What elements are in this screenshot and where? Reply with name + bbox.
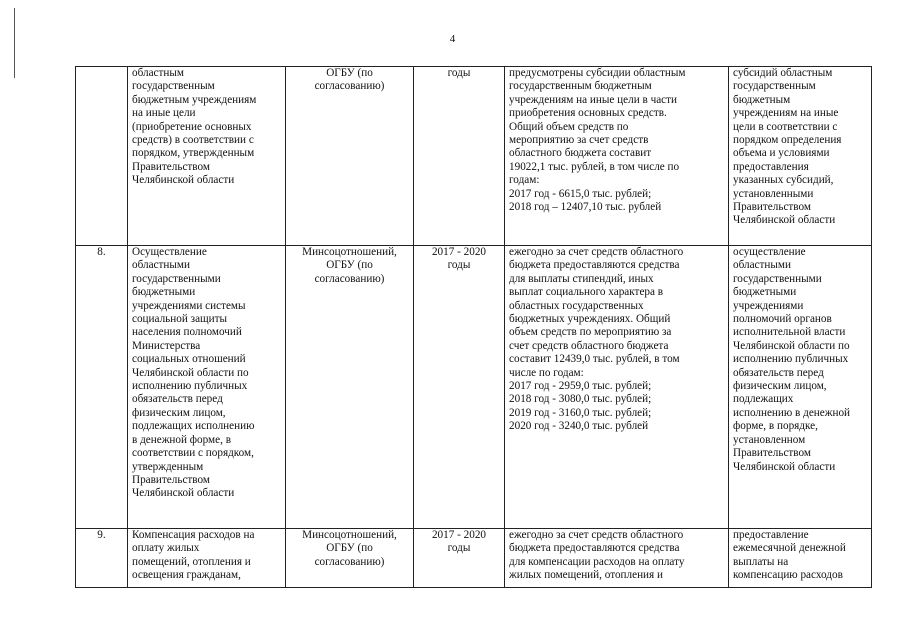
financing-cell: предусмотрены субсидии областным государственным бюджетным учреждениям на иные цели в части приобретения основных средств. Общий объем средств по мероприятию за счет средств областного бюджета составит 19022,1 тыс. рублей, в том числе по годам: 2017 год - 6615,0 тыс. рублей; 2018 год – 12407,10 тыс. рублей	[505, 67, 729, 246]
row-number-cell: 9.	[76, 529, 128, 588]
executor-cell: Минсоцотношений, ОГБУ (по согласованию)	[286, 246, 414, 529]
result-cell: предоставление ежемесячной денежной выплаты на компенсацию расходов	[729, 529, 872, 588]
page-number: 4	[449, 33, 456, 45]
measure-cell: Осуществление областными государственными бюджетными учреждениями системы социальной защиты населения полномочий Министерства социальных отношений Челябинской области по исполнению публичных обязательств перед физическим лицом, подлежащих исполнению в денежной форме, в соответствии с порядком, утвержденным Правительством Челябинской области	[128, 246, 286, 529]
executor-cell: ОГБУ (по согласованию)	[286, 67, 414, 246]
measure-cell: Компенсация расходов на оплату жилых помещений, отопления и освещения гражданам,	[128, 529, 286, 588]
table-row	[76, 246, 872, 529]
period-cell: годы	[414, 67, 505, 246]
financing-cell: ежегодно за счет средств областного бюджета предоставляются средства для компенсации расходов на оплату жилых помещений, отопления и	[505, 529, 729, 588]
period-cell: 2017 - 2020 годы	[414, 529, 505, 588]
result-cell: субсидий областным государственным бюджетным учреждениям на иные цели в соответствии с порядком определения объема и условиями предоставления указанных субсидий, установленными Правительством Челябинской области	[729, 67, 872, 246]
period-cell: 2017 - 2020 годы	[414, 246, 505, 529]
row-number-cell: 8.	[76, 246, 128, 529]
table-row	[76, 529, 872, 588]
table-row	[76, 67, 872, 246]
measure-cell: областным государственным бюджетным учреждениям на иные цели (приобретение основных средств) в соответствии с порядком, утвержденным Правительством Челябинской области	[128, 67, 286, 246]
row-number-cell	[76, 67, 128, 246]
executor-cell: Минсоцотношений, ОГБУ (по согласованию)	[286, 529, 414, 588]
financing-cell: ежегодно за счет средств областного бюджета предоставляются средства для выплаты стипендий, иных выплат социального характера в областных государственных бюджетных учреждениях. Общий объем средств по мероприятию за счет средств областного бюджета составит 12439,0 тыс. рублей, в том числе по годам: 2017 год - 2959,0 тыс. рублей; 2018 год - 3080,0 тыс. рублей; 2019 год - 3160,0 тыс. рублей; 2020 год - 3240,0 тыс. рублей	[505, 246, 729, 529]
program-measures-table	[75, 66, 872, 588]
result-cell: осуществление областными государственными бюджетными учреждениями полномочий органов исполнительной власти Челябинской области по исполнению публичных обязательств перед физическим лицом, подлежащих исполнению в денежной форме, в порядке, установленном Правительством Челябинской области	[729, 246, 872, 529]
